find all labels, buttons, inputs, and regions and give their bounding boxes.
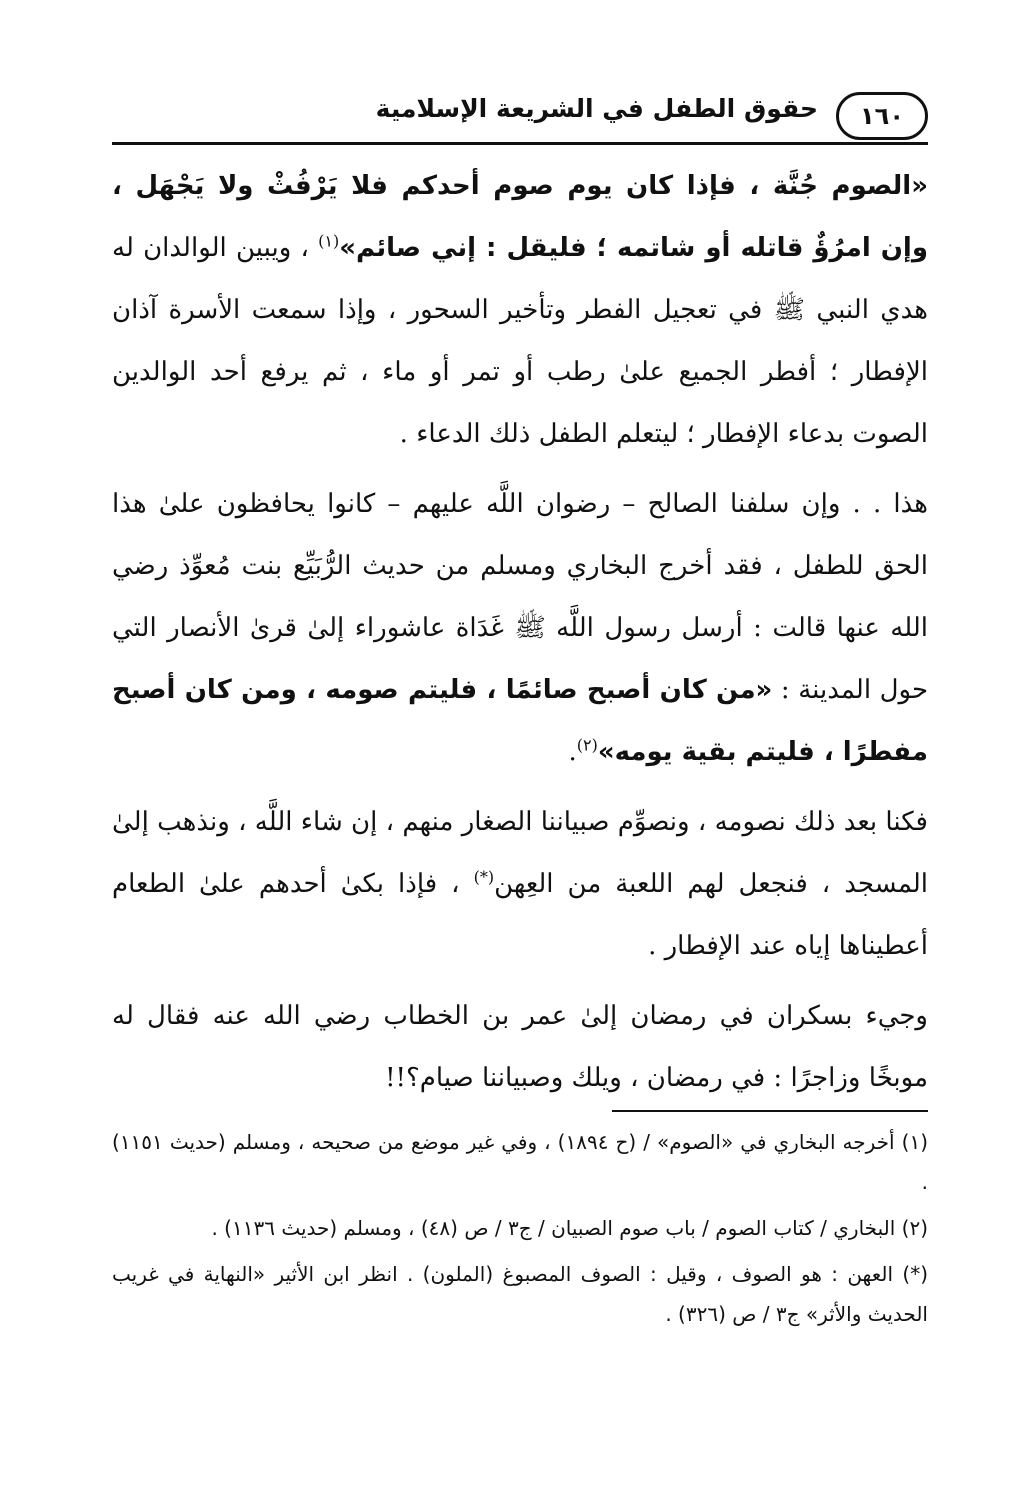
paragraph-3	[112, 791, 928, 977]
footnote-ref-1[interactable]: (١)	[318, 231, 340, 251]
paragraph-3-text-a: فكنا بعد ذلك نصومه ، ونصوِّم صبياننا الصغار منهم ، إن شاء اللَّه ، ونذهب إلىٰ المسجد ، فنجعل لهم اللعبة من العِهن	[112, 807, 928, 899]
quote-hadith-2: «من كان أصبح صائمًا ، فليتم صومه ، ومن كان أصبح مفطرًا ، فليتم بقية يومه»	[112, 675, 928, 767]
quote-hadith-1: «الصوم جُنَّة ، فإذا كان يوم صوم أحدكم فلا يَرْفُثْ ولا يَجْهَل ، وإن امرُؤٌ قاتله أو شاتمه ؛ فليقل : إني صائم»	[112, 171, 929, 263]
paragraph-2-text: هذا . . وإن سلفنا الصالح – رضوان اللَّه عليهم – كانوا يحافظون علىٰ هذا الحق للطفل ، فقد أخرج البخاري ومسلم من حديث الرُّبَيِّع بنت مُعوِّذ رضي الله عنها قالت : أرسل رسول اللَّه ﷺ غَدَاة عاشوراء إلىٰ قرىٰ الأنصار التي حول المدينة :	[112, 489, 929, 705]
paragraph-4-text: وجيء بسكران في رمضان إلىٰ عمر بن الخطاب رضي الله عنه فقال له موبخًا وزاجرًا : في رمضان ، ويلك وصبياننا صيام؟!!	[112, 1001, 928, 1093]
running-title: حقوق الطفل في الشريعة الإسلامية	[375, 94, 818, 123]
paragraph-1	[112, 155, 928, 465]
paragraph-2	[112, 473, 928, 783]
paragraph-2-end: .	[568, 737, 577, 767]
footnote-2: (٢) البخاري / كتاب الصوم / باب صوم الصبيان / ج٣ / ص (٤٨) ، ومسلم (حديث ١١٣٦) .	[211, 1216, 928, 1240]
footnote-ref-3[interactable]: (*)	[473, 867, 495, 887]
main-text	[112, 155, 928, 1109]
page-number-badge: ١٦٠	[836, 92, 928, 140]
header-rule	[112, 142, 928, 145]
paragraph-1-text: ، ويبين الوالدان له هدي النبي ﷺ في تعجيل الفطر وتأخير السحور ، وإذا سمعت الأسرة آذان الإفطار ؛ أفطر الجميع علىٰ رطب أو تمر أو ماء ، ثم يرفع أحد الوالدين الصوت بدعاء الإفطار ؛ ليتعلم الطفل ذلك الدعاء .	[112, 233, 928, 449]
paragraph-4	[112, 985, 928, 1109]
footnote-separator	[612, 1110, 928, 1112]
footnote-ref-2[interactable]: (٢)	[576, 735, 598, 755]
footnotes	[112, 1122, 928, 1340]
footnote-1: (١) أخرجه البخاري في «الصوم» / (ح ١٨٩٤) ، وفي غير موضع من صحيحه ، ومسلم (حديث ١١٥١) .	[112, 1130, 928, 1194]
footnote-3: (*) العهن : هو الصوف ، وقيل : الصوف المصبوغ (الملون) . انظر ابن الأثير «النهاية في غريب الحديث والأثر» ج٣ / ص (٣٢٦) .	[112, 1262, 928, 1326]
paragraph-3-text-b: ، فإذا بكىٰ أحدهم علىٰ الطعام أعطيناها إياه عند الإفطار .	[112, 869, 928, 961]
page-header	[112, 92, 928, 144]
